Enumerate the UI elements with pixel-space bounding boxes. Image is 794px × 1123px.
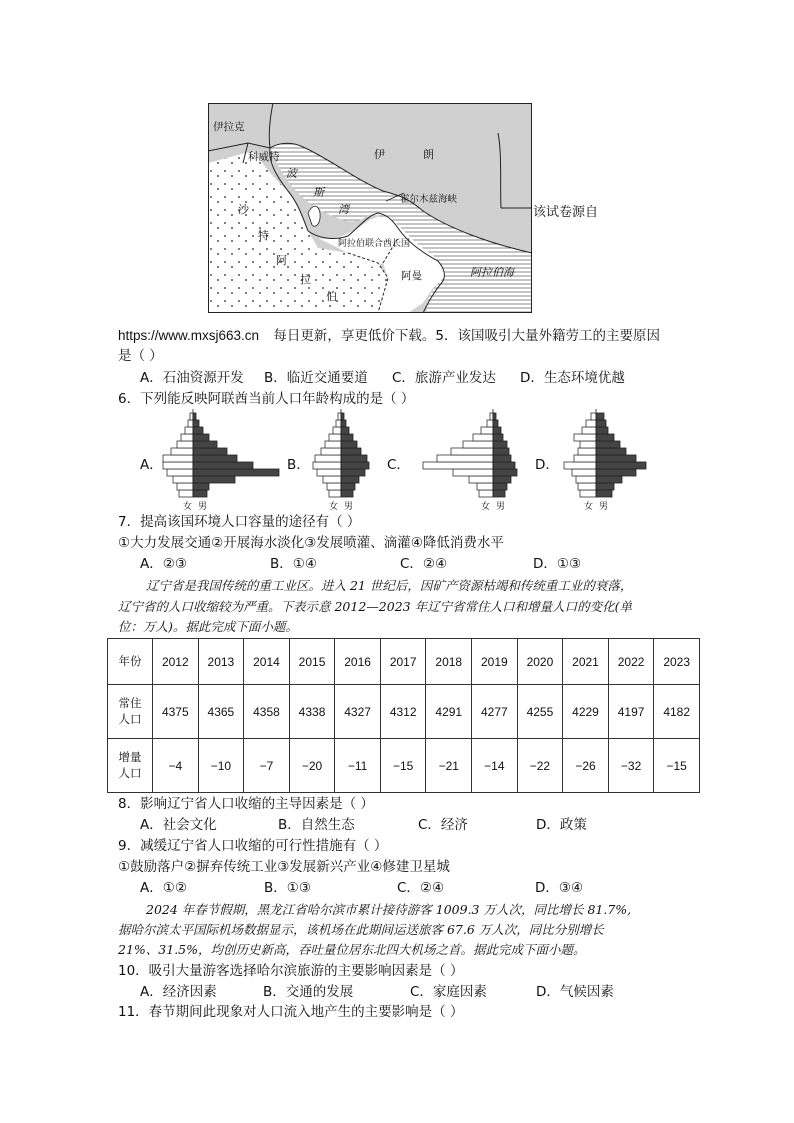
- passage1-line1: 辽宁省是我国传统的重工业区。进入 21 世纪后，因矿产资源枯竭和传统重工业的衰落，: [146, 578, 633, 593]
- pyramid-c-female-bar: [477, 483, 493, 490]
- svg-text:霍尔木兹海峡: [400, 193, 458, 205]
- label-hormuz: 霍尔木兹海峡: [400, 194, 458, 205]
- pyramid-c-male-bar: [493, 455, 511, 462]
- pyramid-d-female-bar: [564, 462, 596, 469]
- increase-cell: −7: [244, 739, 290, 793]
- resident-cell: 4327: [335, 685, 381, 739]
- pyramid-c-male-bar: [493, 434, 503, 441]
- q10-option-b[interactable]: B．交通的发展: [263, 984, 354, 1000]
- pyramid-a-male-bar: [193, 455, 237, 462]
- resident-cell: 4291: [426, 685, 472, 739]
- pyramid-d-female-bar: [586, 420, 596, 427]
- year-cell: 2017: [380, 639, 426, 685]
- pyramid-c-female-bar: [487, 420, 493, 427]
- passage2-line3: 21%、31.5%，均创历史新高，吞吐量位居东北四大机场之首。据此完成下面小题。: [118, 942, 586, 957]
- pyramid-c-female-bar: [453, 469, 493, 476]
- pyramid-d-female-bar: [582, 427, 596, 434]
- pyramid-b-male-bar: [341, 420, 346, 427]
- label-persian1: 波: [286, 167, 297, 180]
- increase-cell: −15: [654, 739, 700, 793]
- passage2-line1: 2024 年春节假期，黑龙江省哈尔滨市累计接待游客 1009.3 万人次，同比增长 81.7%,: [146, 902, 632, 917]
- pyramid-c-female-bar: [437, 455, 493, 462]
- year-cell: 2020: [517, 639, 563, 685]
- resident-cell: 4197: [608, 685, 654, 739]
- increase-cell: −15: [380, 739, 426, 793]
- pyramid-c-male-bar: [493, 420, 498, 427]
- label-uae: 阿拉伯联合酋长国: [338, 239, 411, 249]
- label-persian2: 斯: [313, 186, 324, 199]
- pyramid-a-male-bar: [193, 448, 227, 455]
- pyramid-d-female-bar: [574, 434, 596, 441]
- pyramid-a-female-bar: [171, 448, 193, 455]
- pyramid-a-male-bar: [193, 490, 207, 497]
- q7-option-b[interactable]: B．①④: [270, 556, 317, 572]
- pyramid-d-female-bar: [578, 483, 596, 490]
- increase-cell: −20: [289, 739, 335, 793]
- source-url[interactable]: https://www.mxsj663.cn: [118, 328, 260, 343]
- pyramid-d-female-bar: [576, 476, 596, 483]
- q8-options: [140, 815, 587, 835]
- pyramid-d-male-bar: [596, 413, 604, 420]
- pyramid-b-female-bar: [336, 420, 341, 427]
- pyramid-b-male-bar: [341, 469, 365, 476]
- pyramid-c-male-bar: [493, 476, 511, 483]
- pyramid-d-male-bar: [596, 448, 626, 455]
- pyramid-a-female-bar: [163, 462, 193, 469]
- label-arab1: 阿: [276, 254, 287, 267]
- pyramid-b-male-bar: [341, 455, 367, 462]
- q8-option-c[interactable]: C．经济: [418, 817, 468, 833]
- pyramid-b-female-bar: [323, 476, 341, 483]
- pyramid-a-female-bar: [181, 434, 193, 441]
- pyramid-a-female-bar: [190, 413, 193, 420]
- pyramid-b-female-bar: [333, 427, 341, 434]
- pyramid-b-female-bar: [317, 469, 341, 476]
- pyramid-c-female-bar: [479, 490, 493, 497]
- q9-option-c[interactable]: C．②④: [397, 880, 445, 896]
- q5-option-b[interactable]: B．临近交通要道: [264, 370, 368, 386]
- passage1-line3: 位：万人)。据此完成下面小题。: [118, 619, 298, 634]
- pyramid-d-female-bar: [578, 448, 596, 455]
- increase-cell: −22: [517, 739, 563, 793]
- label-iran: 伊: [374, 148, 385, 161]
- pyr-a-female: 女: [183, 502, 193, 512]
- pyramid-c-male-bar: [493, 469, 517, 476]
- pyramid-b-male-bar: [341, 483, 355, 490]
- svg-text:伊: [374, 148, 385, 161]
- resident-cell: 4229: [563, 685, 609, 739]
- resident-cell: 4365: [198, 685, 244, 739]
- q9-items: ①鼓励落户②摒弃传统工业③发展新兴产业④修建卫星城: [118, 859, 450, 875]
- q8-option-b[interactable]: B．自然生态: [278, 817, 355, 833]
- increase-header: 增量 人口: [108, 739, 153, 793]
- pyramid-a-male-bar: [193, 413, 196, 420]
- passage1-line2: 辽宁省的人口收缩较为严重。下表示意 2012—2023 年辽宁省常住人口和增量人口的变化(单: [118, 599, 632, 614]
- pyramid-b-female-bar: [313, 462, 341, 469]
- pyramid-b-male-bar: [341, 441, 357, 448]
- pyramid-a-male-bar: [193, 469, 279, 476]
- pyramid-d-male-bar: [596, 483, 614, 490]
- pyramid-c-female-bar: [451, 448, 493, 455]
- pyramid-c-male-bar: [493, 483, 507, 490]
- q10-option-c[interactable]: C．家庭因素: [410, 984, 487, 1000]
- svg-text:拉: [300, 272, 311, 286]
- year-cell: 2016: [335, 639, 381, 685]
- side-watermark-text: 该试卷源自: [533, 205, 599, 220]
- q7-option-c[interactable]: C．②④: [400, 556, 448, 572]
- pyr-d-male: 男: [599, 502, 609, 512]
- pyramid-c-female-bar: [473, 434, 493, 441]
- resident-cell: 4358: [244, 685, 290, 739]
- increase-cell: −14: [472, 739, 518, 793]
- q5-option-a[interactable]: A．石油资源开发: [140, 370, 244, 386]
- pyramid-b-female-bar: [329, 490, 341, 497]
- population-pyramids: [0, 405, 794, 510]
- table-row-increase: [108, 739, 700, 793]
- pyramid-d-male-bar: [596, 434, 614, 441]
- q7-stem: 7．提高该国环境人口容量的途径有（ ）: [118, 514, 361, 530]
- pyramid-c-male-bar: [493, 441, 507, 448]
- label-iraq: 伊拉克: [213, 121, 245, 133]
- q6-label-c[interactable]: C．: [387, 457, 410, 473]
- svg-text:沙: [238, 202, 250, 216]
- pyramid-d-female-bar: [572, 469, 596, 476]
- label-arabian-sea: 阿拉伯海: [470, 266, 514, 279]
- increase-cell: −11: [335, 739, 381, 793]
- pyramid-b-male-bar: [341, 434, 353, 441]
- pyr-d-female: 女: [584, 502, 594, 512]
- pyramid-d-male-bar: [596, 455, 636, 462]
- increase-cell: −10: [198, 739, 244, 793]
- pyramid-d-female-bar: [580, 490, 596, 497]
- increase-cell: −4: [153, 739, 199, 793]
- increase-cell: −32: [608, 739, 654, 793]
- year-cell: 2013: [198, 639, 244, 685]
- pyramid-a-female-bar: [185, 427, 193, 434]
- label-kuwait: 科威特: [248, 151, 280, 163]
- pyramid-b-female-bar: [315, 455, 341, 462]
- year-cell: 2023: [654, 639, 700, 685]
- resident-header: 常住 人口: [108, 685, 153, 739]
- svg-text:朗: [423, 147, 434, 161]
- resident-cell: 4277: [472, 685, 518, 739]
- svg-text:伊拉克: [213, 120, 245, 133]
- pyramid-c-female-bar: [469, 476, 493, 483]
- q9-option-a[interactable]: A．①②: [140, 880, 187, 896]
- pyramid-a-female-bar: [163, 455, 193, 462]
- svg-text:特: [258, 228, 269, 242]
- svg-text:阿曼: [401, 270, 422, 282]
- q6-label-d[interactable]: D．: [535, 457, 559, 473]
- passage2-line2: 据哈尔滨太平国际机场数据显示，该机场在此期间运送旅客 67.6 万人次，同比分别增长: [118, 922, 604, 937]
- pyramid-a-male-bar: [193, 420, 199, 427]
- pyr-b-male: 男: [344, 502, 354, 512]
- svg-text:伯: [326, 289, 337, 303]
- pyramid-d-male-bar: [596, 469, 636, 476]
- year-cell: 2021: [563, 639, 609, 685]
- pyramid-c-male-bar: [493, 413, 496, 420]
- increase-cell: −26: [563, 739, 609, 793]
- q10-stem: 10．吸引大量游客选择哈尔滨旅游的主要影响因素是（ ）: [118, 963, 464, 979]
- pyramid-a-female-bar: [177, 441, 193, 448]
- q5-option-c[interactable]: C．旅游产业发达: [392, 370, 496, 386]
- pyramid-a-male-bar: [193, 476, 235, 483]
- pyramid-c-female-bar: [423, 462, 493, 469]
- pyramid-a-female-bar: [167, 469, 193, 476]
- pyramid-b-female-bar: [329, 434, 341, 441]
- year-header: 年份: [108, 639, 153, 685]
- svg-text:阿: [276, 254, 287, 267]
- q7-option-d[interactable]: D．①③: [533, 556, 582, 572]
- pyramid-d-male-bar: [596, 462, 646, 469]
- pyramid-a-male-bar: [193, 427, 203, 434]
- label-saudi2: 特: [258, 229, 269, 242]
- pyramid-c-male-bar: [493, 490, 505, 497]
- q10-option-a[interactable]: A．经济因素: [140, 984, 217, 1000]
- pyramid-b-male-bar: [341, 427, 349, 434]
- resident-cell: 4182: [654, 685, 700, 739]
- year-cell: 2012: [153, 639, 199, 685]
- pyramid-d-female-bar: [580, 441, 596, 448]
- svg-text:科威特: [248, 150, 280, 163]
- pyramid-a-female-bar: [179, 490, 193, 497]
- pyramid-a-male-bar: [193, 441, 217, 448]
- pyramid-c-male-bar: [493, 462, 515, 469]
- pyr-a-male: 男: [198, 502, 208, 512]
- pyr-c-female: 女: [481, 502, 491, 512]
- pyramid-d-female-bar: [574, 455, 596, 462]
- pyramid-d-male-bar: [596, 490, 612, 497]
- pyramid-a-male-bar: [193, 483, 209, 490]
- q9-stem: 9．减缓辽宁省人口收缩的可行性措施有（ ）: [118, 838, 388, 854]
- q8-stem: 8．影响辽宁省人口收缩的主导因素是（ ）: [118, 796, 374, 812]
- pyramid-b-male-bar: [341, 462, 369, 469]
- q9-option-b[interactable]: B．①③: [264, 880, 311, 896]
- q7-option-a[interactable]: A．②③: [140, 556, 187, 572]
- pyramid-b-male-bar: [341, 476, 359, 483]
- pyramid-d-male-bar: [596, 420, 606, 427]
- resident-cell: 4375: [153, 685, 199, 739]
- intro-line: [118, 326, 660, 346]
- pyramid-a-female-bar: [173, 476, 193, 483]
- label-saudi1: 沙: [238, 203, 249, 216]
- table-row-years: [108, 639, 700, 685]
- pyramid-b-female-bar: [321, 448, 341, 455]
- table-row-resident: [108, 685, 700, 739]
- pyramid-c-female-bar: [463, 441, 493, 448]
- pyramid-c-female-bar: [481, 427, 493, 434]
- svg-text:阿拉伯联合酋长国: [338, 237, 410, 249]
- pyramid-c-male-bar: [493, 427, 501, 434]
- q5-option-d[interactable]: D．生态环境优越: [520, 370, 625, 386]
- pyramid-d-male-bar: [596, 427, 608, 434]
- label-persian3: 湾: [338, 203, 349, 216]
- year-cell: 2015: [289, 639, 335, 685]
- q6-stem: 6．下列能反映阿联酋当前人口年龄构成的是（ ）: [118, 391, 415, 407]
- pyramid-a-male-bar: [193, 434, 209, 441]
- q11-stem: 11．春节期间此现象对人口流入地产生的主要影响是（ ）: [118, 1004, 464, 1020]
- q6-label-a[interactable]: A．: [140, 457, 163, 473]
- pyramid-a-female-bar: [177, 483, 193, 490]
- pyramid-c-male-bar: [493, 448, 509, 455]
- pyramid-b-female-bar: [325, 441, 341, 448]
- q7-items: ①大力发展交通②开展海水淡化③发展喷灌、滴灌④降低消费水平: [118, 535, 504, 551]
- gulf-map: [208, 103, 532, 313]
- pyramid-b-male-bar: [341, 448, 361, 455]
- pyramid-b-male-bar: [341, 490, 353, 497]
- pyramid-d-female-bar: [591, 413, 596, 420]
- q6-label-b[interactable]: B．: [287, 457, 310, 473]
- pyr-b-female: 女: [329, 502, 339, 512]
- label-arab3: 伯: [326, 290, 337, 303]
- q5-options: [140, 368, 625, 388]
- pyramid-a-male-bar: [193, 462, 253, 469]
- year-cell: 2022: [608, 639, 654, 685]
- q8-option-d[interactable]: D．政策: [536, 817, 587, 833]
- promo-text: 每日更新，享更低价下载。5．该国吸引大量外籍劳工的主要原因: [273, 328, 660, 344]
- pyramid-d-male-bar: [596, 476, 622, 483]
- svg-text:阿拉伯海: [470, 266, 516, 279]
- resident-cell: 4338: [289, 685, 335, 739]
- year-cell: 2014: [244, 639, 290, 685]
- pyramid-b-female-bar: [327, 483, 341, 490]
- q10-options: [140, 982, 614, 1002]
- pyramid-b-male-bar: [341, 413, 344, 420]
- pyramid-d-male-bar: [596, 441, 620, 448]
- pyr-c-male: 男: [496, 502, 506, 512]
- label-arab2: 拉: [300, 273, 311, 286]
- q7-options: [140, 554, 581, 574]
- q9-options: [140, 878, 583, 898]
- q5-continuation: 是（ ）: [118, 348, 163, 364]
- q10-option-d[interactable]: D．气候因素: [536, 984, 614, 1000]
- pyramid-b-female-bar: [338, 413, 341, 420]
- resident-cell: 4312: [380, 685, 426, 739]
- liaoning-population-table: [107, 638, 700, 793]
- year-cell: 2018: [426, 639, 472, 685]
- increase-cell: −21: [426, 739, 472, 793]
- label-iran2: 朗: [423, 148, 434, 161]
- year-cell: 2019: [472, 639, 518, 685]
- pyramid-c-female-bar: [490, 413, 493, 420]
- label-oman: 阿曼: [401, 270, 422, 282]
- q8-option-a[interactable]: A．社会文化: [140, 817, 217, 833]
- resident-cell: 4255: [517, 685, 563, 739]
- q9-option-d[interactable]: D．③④: [535, 880, 584, 896]
- pyramid-a-female-bar: [188, 420, 193, 427]
